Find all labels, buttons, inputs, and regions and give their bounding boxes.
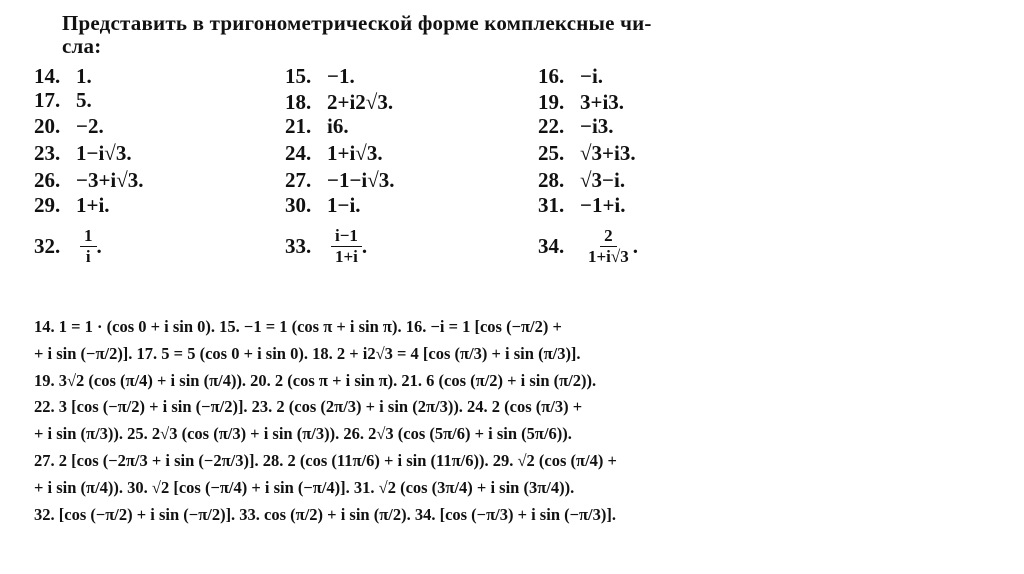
problem-expression: 1+i.: [76, 192, 110, 217]
problem-expression: −i3.: [580, 113, 614, 138]
problem-item: [285, 89, 393, 115]
problem-expression: √3+i3.: [580, 140, 636, 165]
problem-item: [285, 222, 367, 270]
fraction: [80, 226, 97, 267]
fraction-tail: .: [361, 233, 368, 258]
problem-expression: −3+i√3.: [76, 167, 144, 192]
fraction-denominator: 1+i: [335, 246, 358, 266]
problem-number: 15.: [285, 63, 312, 88]
task-title-line-1: Представить в тригонометрической форме комплексные чи-: [62, 11, 652, 35]
problem-number: 34.: [538, 233, 565, 258]
problem-number: 25.: [538, 140, 565, 165]
problem-expression: 1+i√3.: [327, 140, 383, 165]
problem-item: [538, 140, 636, 166]
answer-line: 19. 3√2 (cos (π/4) + i sin (π/4)). 20. 2 (cos π + i sin π). 21. 6 (cos (π/2) + i sin (π/2)).: [34, 370, 597, 390]
problem-item: [538, 192, 626, 218]
problem-number: 18.: [285, 89, 312, 114]
problem-item: [34, 192, 110, 218]
problem-number: 26.: [34, 167, 61, 192]
problem-expression: 1−i.: [327, 192, 361, 217]
problem-number: 30.: [285, 192, 312, 217]
answer-line: 27. 2 [cos (−2π/3 + i sin (−2π/3)]. 28. 2 (cos (11π/6) + i sin (11π/6)). 29. √2 (cos (π/4) +: [34, 450, 617, 470]
problem-number: 32.: [34, 233, 61, 258]
problem-number: 17.: [34, 87, 61, 112]
problem-number: 28.: [538, 167, 565, 192]
problem-item: [285, 63, 355, 89]
problem-item: [285, 167, 395, 193]
problem-number: 29.: [34, 192, 61, 217]
answer-line: + i sin (−π/2)]. 17. 5 = 5 (cos 0 + i sin 0). 18. 2 + i2√3 = 4 [cos (π/3) + i sin (π/3)].: [34, 343, 581, 363]
task-title-line-2: сла:: [62, 34, 102, 58]
answer-line: 32. [cos (−π/2) + i sin (−π/2)]. 33. cos (π/2) + i sin (π/2). 34. [cos (−π/3) + i sin (−π/3)].: [34, 504, 617, 524]
problem-item: [34, 222, 102, 270]
problem-expression: 1−i√3.: [76, 140, 132, 165]
answer-line: 14. 1 = 1 · (cos 0 + i sin 0). 15. −1 = 1 (cos π + i sin π). 16. −i = 1 [cos (−π/2) +: [34, 317, 562, 336]
fraction-numerator: 1: [80, 226, 97, 247]
problem-item: [538, 113, 614, 139]
fraction-numerator: 2: [600, 226, 617, 247]
problem-number: 27.: [285, 167, 312, 192]
fraction: [331, 226, 362, 267]
fraction: [584, 226, 633, 267]
problem-item: [285, 192, 361, 218]
problem-number: 19.: [538, 89, 565, 114]
problem-item: [538, 222, 638, 270]
problem-item: [538, 167, 625, 193]
fraction-tail: .: [96, 233, 102, 258]
problem-item: [34, 140, 132, 166]
fraction-denominator: i: [85, 246, 91, 266]
problem-number: 20.: [34, 113, 61, 138]
fraction-denominator: 1+i√3: [588, 246, 629, 266]
problem-number: 24.: [285, 140, 312, 165]
problem-item: [34, 167, 144, 193]
problem-expression: −i.: [580, 63, 604, 88]
problem-expression: i6.: [327, 113, 349, 138]
problem-number: 23.: [34, 140, 61, 165]
problem-expression: 3+i3.: [580, 89, 625, 114]
answer-line: 22. 3 [cos (−π/2) + i sin (−π/2)]. 23. 2 (cos (2π/3) + i sin (2π/3)). 24. 2 (cos (π/3) +: [34, 397, 583, 417]
problem-item: [34, 63, 92, 89]
problem-expression: 1.: [76, 63, 92, 88]
answer-line: + i sin (π/4)). 30. √2 [cos (−π/4) + i sin (−π/4)]. 31. √2 (cos (3π/4) + i sin (3π/4)).: [34, 477, 575, 497]
problem-expression: −2.: [76, 113, 104, 138]
fraction-tail: .: [632, 233, 638, 258]
problem-item: [538, 63, 603, 89]
problem-item: [34, 87, 92, 113]
problem-item: [538, 89, 624, 115]
problem-expression: −1−i√3.: [327, 167, 395, 192]
problem-number: 16.: [538, 63, 565, 88]
answers-block: [34, 314, 794, 528]
problem-expression: 5.: [76, 87, 92, 112]
problem-item: [34, 113, 104, 139]
problem-number: 22.: [538, 113, 565, 138]
problem-number: 33.: [285, 233, 312, 258]
answer-line: + i sin (π/3)). 25. 2√3 (cos (π/3) + i sin (π/3)). 26. 2√3 (cos (5π/6) + i sin (5π/6)).: [34, 424, 572, 444]
problem-item: [285, 113, 349, 139]
problem-expression: 2+i2√3.: [327, 89, 394, 114]
problem-expression: −1+i.: [580, 192, 626, 217]
problem-number: 21.: [285, 113, 312, 138]
problem-expression: √3−i.: [580, 167, 626, 192]
problem-number: 31.: [538, 192, 565, 217]
problem-number: 14.: [34, 63, 61, 88]
problem-expression: −1.: [327, 63, 355, 88]
fraction-numerator: i−1: [331, 226, 362, 247]
problem-item: [285, 140, 383, 166]
